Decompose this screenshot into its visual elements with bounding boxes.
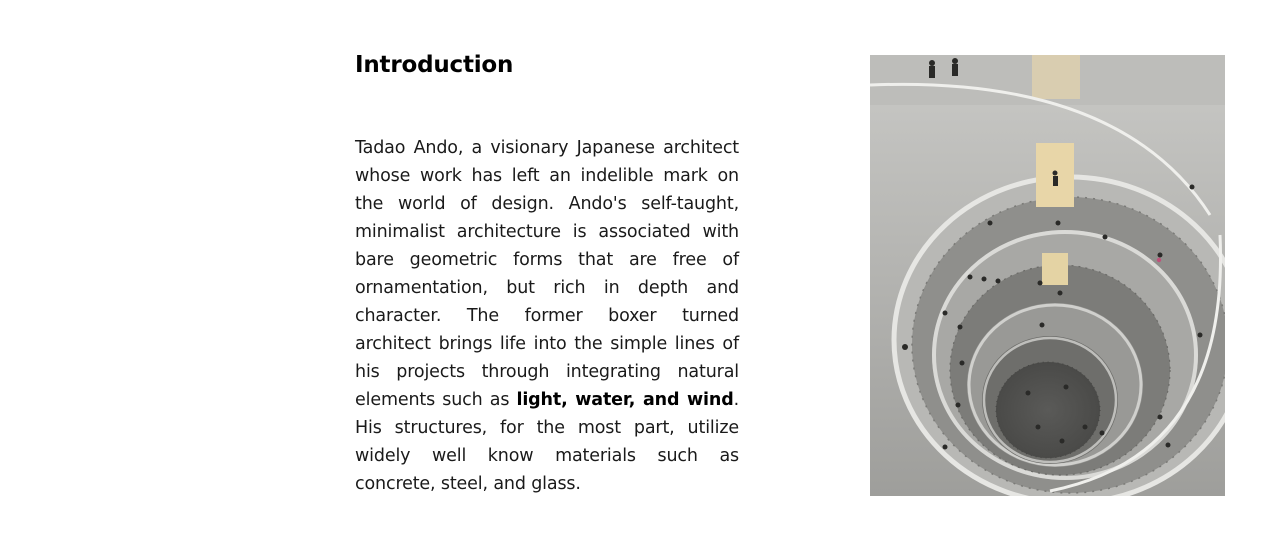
paragraph-text-end: . His structures, for the most part, utilize widely well know materials such as concrete, steel, and glass.: [355, 390, 739, 494]
paragraph-text-start: Tadao Ando, a visionary Japanese architect whose work has left an indelible mark on the world of design. Ando's self-taught, minimalist architecture is associated with bare geometric forms that are free of ornamentation, but rich in depth and character. The former boxer turned architect brings life into the simple lines of his projects through integrating natural elements such as: [355, 138, 739, 410]
section-title: Introduction: [355, 52, 514, 78]
intro-paragraph: [355, 134, 739, 498]
paragraph-emphasis: light, water, and wind: [516, 390, 734, 410]
spiral-staircase-illustration: [870, 55, 1225, 496]
spiral-staircase-photo: [870, 55, 1225, 496]
